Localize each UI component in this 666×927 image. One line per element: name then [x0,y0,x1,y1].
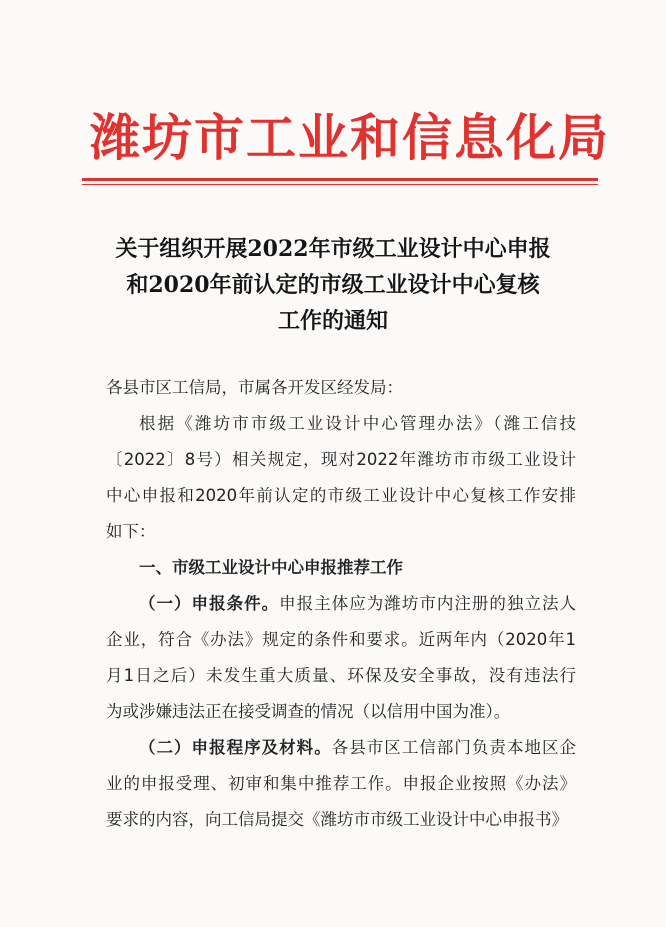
item-1-line-4: 为或涉嫌违法正在接受调查的情况（以信用中国为准）。 [106,702,511,721]
item-1-line-3: 月1日之后）未发生重大质量、环保及安全事故，没有违法行 [106,666,576,685]
section-1-heading: 一、市级工业设计中心申报推荐工作 [139,558,403,577]
item-2-first-rest: 各县市区工信部门负责本地区企 [331,738,577,757]
intro-line-4: 如下： [106,522,156,541]
item-1-first-rest: 申报主体应为潍坊市内注册的独立法人 [279,594,577,613]
letterhead-red-rule-thin [82,184,598,185]
salutation: 各县市区工信局，市属各开发区经发局： [106,378,403,397]
item-2-lead: （二）申报程序及材料。 [139,738,332,757]
letterhead-red-rule [82,178,598,181]
title-line-1: 关于组织开展2022年市级工业设计中心申报 [115,236,551,262]
notice-body [106,370,576,838]
item-1-first-line [106,586,576,622]
item-2-line-2: 业的申报受理、初审和集中推荐工作。申报企业按照《办法》 [106,774,576,793]
intro-line-1: 根据《潍坊市市级工业设计中心管理办法》（潍工信技 [139,414,576,433]
title-line-2: 和2020年前认定的市级工业设计中心复核 [126,272,540,298]
item-2-line-3: 要求的内容，向工信局提交《潍坊市市级工业设计中心申报书》 [106,810,568,829]
letterhead-org-name: 潍坊市工业和信息化局 [90,108,610,167]
item-1-lead: （一）申报条件。 [139,594,280,613]
notice-title [60,231,606,339]
item-1-line-2: 企业，符合《办法》规定的条件和要求。近两年内（2020年1 [106,630,576,649]
intro-line-2: 〔2022〕8号）相关规定，现对2022年潍坊市市级工业设计 [106,450,576,469]
title-line-3: 工作的通知 [277,308,388,334]
item-2-first-line [106,730,576,766]
intro-line-3: 中心申报和2020年前认定的市级工业设计中心复核工作安排 [106,486,576,505]
